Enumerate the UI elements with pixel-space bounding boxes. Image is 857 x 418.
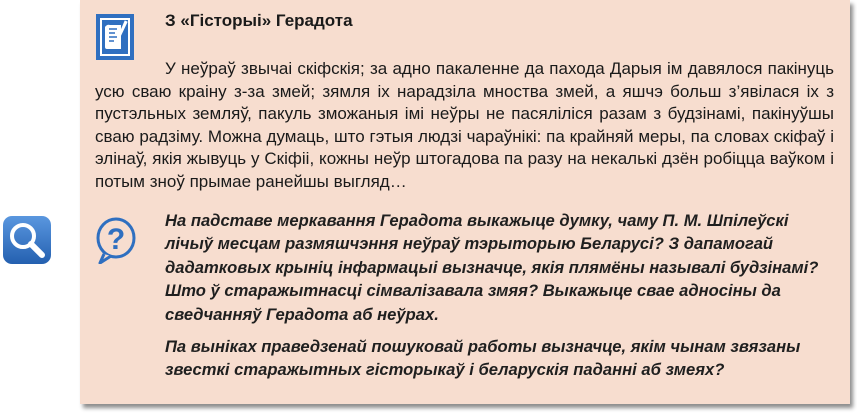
question-mark-icon (96, 216, 136, 264)
section-title: З «Гісторыі» Герадота (165, 11, 353, 30)
source-paragraph: У неўраў звычаі скіфскія; за адно пакаленне да пахода Дарыя ім давялося пакінуць усю сваю краіну з-за змей; зямля іх нарадзіла мноства змей, а яшчэ больш з’явілася іх з пустэльных земляў, пакуль зможаныя імі неўры не пасяліліся разам з будзінамі, пакінуўшы сваю радзіму. Можна думаць, што гэтыя людзі чараўнікі: па крайняй меры, па словах скіфаў і элінаў, якія жывуць у Скіфіі, кожны неўр штогадова па разу на некалькі дзён робіцца ваўком і потым зноў прымае ранейшы выгляд… (95, 59, 834, 191)
document-quill-icon (95, 13, 135, 61)
magnifier-icon (2, 215, 52, 265)
question-text-2: Па выніках праведзенай пошуковай работы вызначце, якім чынам звязаны звесткі старажытных гісторыкаў і беларускія паданні аб змеях? (165, 337, 801, 380)
svg-text:?: ? (106, 223, 126, 256)
question-text-1: На падставе меркавання Герадота выкажыце думку, чаму П. М. Шпілеўскі лічыў месцам размяшчэння неўраў тэрыторыю Беларусі? З дапамогай дадатковых крыніц інфармацыі вызначце, якія плямёны называлі будзінамі? Што ў старажытнасці сімвалізавала змяя? Выкажыце свае адносіны да сведчанняў Герадота аб неўрах. (165, 211, 819, 324)
